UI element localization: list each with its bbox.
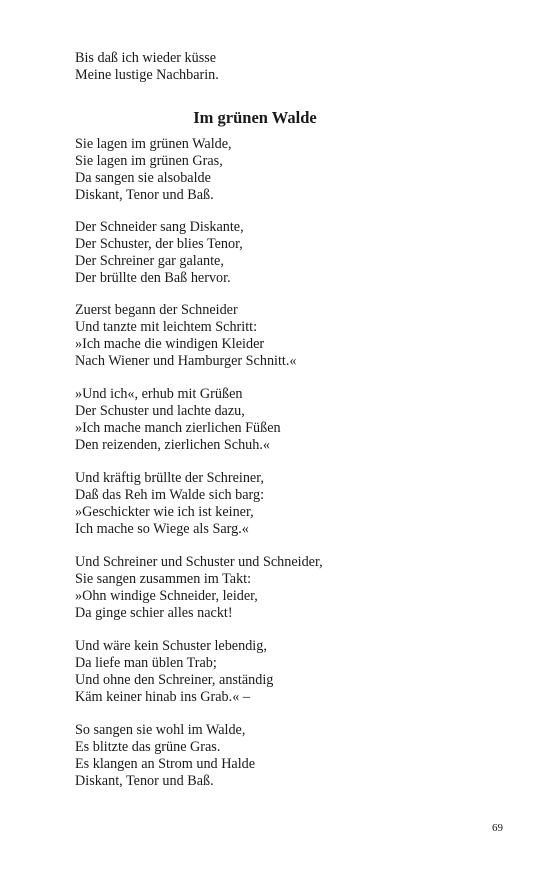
poem-line: Es klangen an Strom und Halde: [75, 756, 256, 772]
poem-line: Da sangen sie alsobalde: [75, 170, 211, 186]
poem-line: Sie lagen im grünen Walde,: [75, 136, 232, 152]
poem-line: »Ich mache manch zierlichen Füßen: [75, 420, 281, 436]
poem-line: Der Schneider sang Diskante,: [75, 219, 244, 235]
poem-line: Der Schuster und lachte dazu,: [75, 403, 245, 419]
poem-line: Und tanzte mit leichtem Schritt:: [75, 319, 258, 335]
stanza-3: [75, 302, 297, 370]
stanza-8: [75, 722, 255, 790]
poem-line: »Geschickter wie ich ist keiner,: [75, 504, 254, 520]
poem-line: Sie sangen zusammen im Takt:: [75, 571, 252, 587]
poem-line: Es blitzte das grüne Gras.: [75, 739, 221, 755]
poem-line: »Ohn windige Schneider, leider,: [75, 588, 258, 604]
stanza-4: [75, 386, 281, 454]
poem-line: Sie lagen im grünen Gras,: [75, 153, 223, 169]
poem-line: Da ginge schier alles nackt!: [75, 605, 233, 621]
poem-line: Und Schreiner und Schuster und Schneider,: [75, 554, 323, 570]
page-number: 69: [492, 822, 503, 834]
poem-line: Da liefe man üblen Trab;: [75, 655, 217, 671]
poem-line: Nach Wiener und Hamburger Schnitt.«: [75, 353, 297, 369]
poem-line: Zuerst begann der Schneider: [75, 302, 238, 318]
poem-line: Bis daß ich wieder küsse: [75, 50, 217, 66]
poem-line: Der Schreiner gar galante,: [75, 253, 224, 269]
poem-line: Der Schuster, der blies Tenor,: [75, 236, 243, 252]
poem-line: Diskant, Tenor und Baß.: [75, 187, 214, 203]
stanza-5: [75, 470, 264, 538]
poem-line: So sangen sie wohl im Walde,: [75, 722, 246, 738]
poem-line: »Ich mache die windigen Kleider: [75, 336, 265, 352]
poem-line: Käm keiner hinab ins Grab.« –: [75, 689, 250, 705]
stanza-6: [75, 554, 323, 622]
poem-line: Meine lustige Nachbarin.: [75, 67, 219, 83]
stanza-1: [75, 136, 232, 204]
previous-poem-ending: [75, 50, 219, 84]
poem-line: Den reizenden, zierlichen Schuh.«: [75, 437, 270, 453]
poem-line: Und kräftig brüllte der Schreiner,: [75, 470, 264, 486]
poem-line: Ich mache so Wiege als Sarg.«: [75, 521, 249, 537]
poem-line: Und ohne den Schreiner, anständig: [75, 672, 274, 688]
stanza-2: [75, 219, 244, 287]
poem-line: Und wäre kein Schuster lebendig,: [75, 638, 267, 654]
stanza-7: [75, 638, 273, 706]
poem-line: »Und ich«, erhub mit Grüßen: [75, 386, 243, 402]
poem-title: Im grünen Walde: [193, 108, 317, 127]
poem-line: Diskant, Tenor und Baß.: [75, 773, 214, 789]
poem-line: Daß das Reh im Walde sich barg:: [75, 487, 265, 503]
poem-line: Der brüllte den Baß hervor.: [75, 270, 231, 286]
